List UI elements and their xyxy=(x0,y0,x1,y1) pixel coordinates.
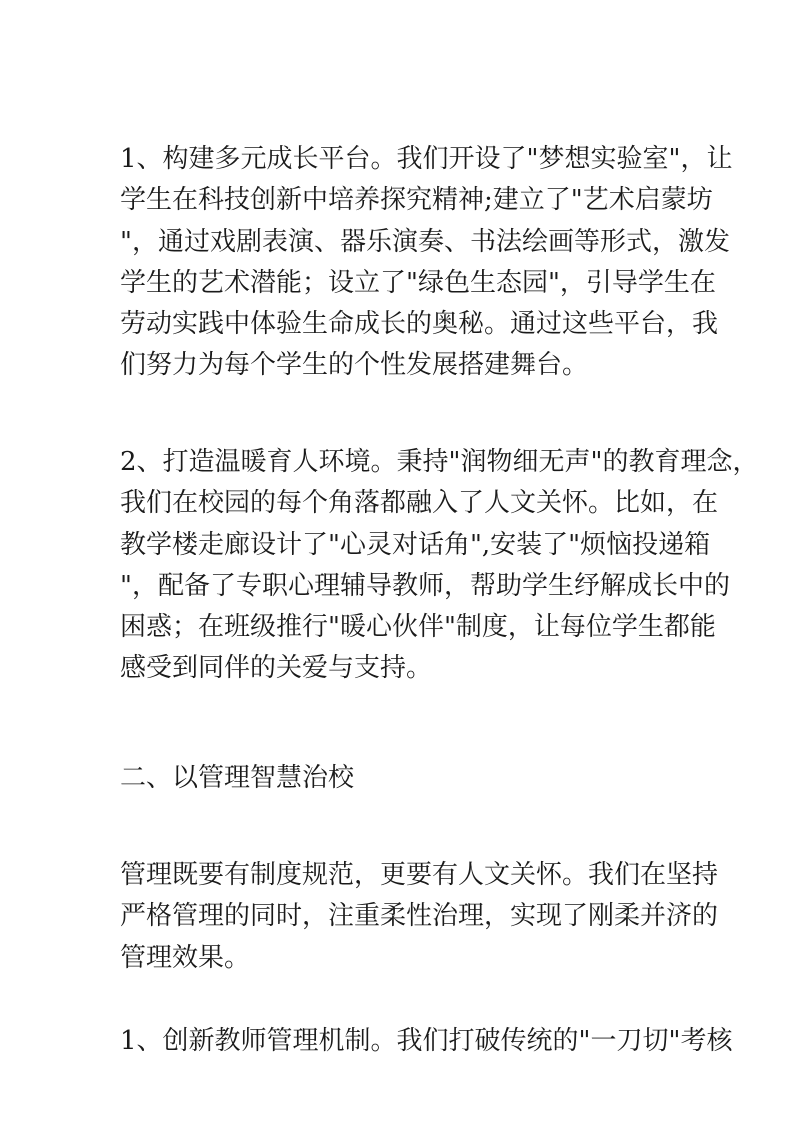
paragraph-teacher-management xyxy=(120,1021,733,1062)
paragraph-warm-environment xyxy=(120,442,759,690)
text-line: 困惑；在班级推行"暖心伙伴"制度，让每位学生都能 xyxy=(120,612,716,643)
text-line: "，配备了专职心理辅导教师，帮助学生纾解成长中的 xyxy=(120,570,730,601)
text-line: 管理既要有制度规范，更要有人文关怀。我们在坚持 xyxy=(120,860,719,890)
text-line: 教学楼走廊设计了"心灵对话角",安装了"烦恼投递箱 xyxy=(120,529,711,560)
heading-text: 二、以管理智慧治校 xyxy=(120,763,355,793)
text-line: 学生的艺术潜能；设立了"绿色生态园"，引导学生在 xyxy=(120,267,716,298)
text-line: 1、构建多元成长平台。我们开设了"梦想实验室"，让 xyxy=(120,144,733,174)
paragraph-management xyxy=(120,855,719,979)
text-line: 们努力为每个学生的个性发展搭建舞台。 xyxy=(120,350,589,381)
text-line: 学生在科技创新中培养探究精神;建立了"艺术启蒙坊 xyxy=(120,185,713,216)
text-line: 严格管理的同时，注重柔性治理，实现了刚柔并济的 xyxy=(120,901,719,932)
text-line: 劳动实践中体验生命成长的奥秘。通过这些平台，我 xyxy=(120,309,719,340)
text-line: 管理效果。 xyxy=(120,942,251,973)
text-line: 1、创新教师管理机制。我们打破传统的"一刀切"考核 xyxy=(120,1026,733,1056)
text-line: "，通过戏剧表演、器乐演奏、书法绘画等形式，激发 xyxy=(120,226,730,257)
section-heading xyxy=(120,758,676,799)
text-line: 我们在校园的每个角落都融入了人文关怀。比如，在 xyxy=(120,488,719,519)
text-line: 2、打造温暖育人环境。秉持"润物细无声"的教育理念， xyxy=(120,447,759,477)
paragraph-growth-platform xyxy=(120,139,733,387)
text-line: 感受到同伴的关爱与支持。 xyxy=(120,653,433,684)
